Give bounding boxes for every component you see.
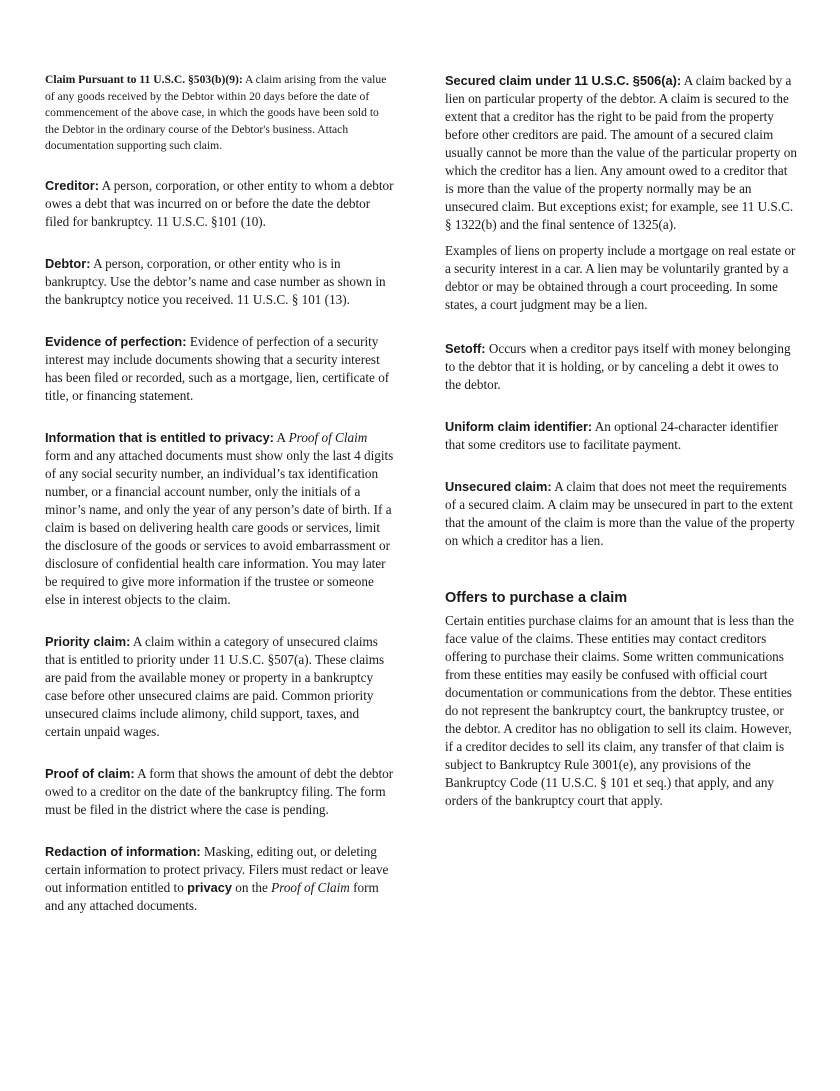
definition-text-unsecured-claim: A claim that does not meet the requirements of a secured claim. A claim may be unsecured in part to the extent that the amount of the claim is more than the value of the property on which a creditor has a lien. <box>445 479 795 548</box>
term-priority-claim: Priority claim: <box>45 633 131 649</box>
definition-setoff <box>445 340 797 394</box>
definition-uniform-claim-identifier <box>445 418 797 454</box>
term-proof-of-claim: Proof of claim: <box>45 765 135 781</box>
term-claim-503: Claim Pursuant to 11 U.S.C. §503(b)(9): <box>45 73 243 86</box>
term-redaction: Redaction of information: <box>45 843 201 859</box>
definition-text-redaction-b: on the <box>231 879 272 895</box>
proof-of-claim-italic: Proof of Claim <box>288 429 368 445</box>
definition-secured-claim <box>445 72 797 234</box>
offers-heading: Offers to purchase a claim <box>445 590 628 606</box>
term-unsecured-claim: Unsecured claim: <box>445 479 552 494</box>
definition-proof-of-claim <box>45 765 395 819</box>
definition-text-privacy-b: form and any attached documents must show only the last 4 digits of any social security number, an individual’s tax identification number, or a financial account number, only the initials of a minor’s name, and only the year of any person’s date of birth. If a claim is based on delivering health care goods or services, limit the disclosure of the goods or services to avoid embarrassment or disclosure of confidential health care information. You may later be required to give more information if the trustee or someone else in interest objects to the claim. <box>45 447 394 607</box>
definition-text-priority-claim: A claim within a category of unsecured claims that is entitled to priority under 11 U.S.C. §507(a). These claims are paid from the available money or property in a bankruptcy case before other unsecured claims are paid. Common priority unsecured claims include alimony, child support, taxes, and certain unpaid wages. <box>45 633 385 739</box>
definition-creditor <box>45 177 395 231</box>
term-evidence-of-perfection: Evidence of perfection: <box>45 333 187 349</box>
left-column <box>45 72 395 915</box>
term-privacy: Information that is entitled to privacy: <box>45 429 274 445</box>
definition-text-uniform-claim-identifier: An optional 24-character identifier that some creditors use to facilitate payment. <box>445 419 779 452</box>
term-debtor: Debtor: <box>45 255 91 271</box>
definition-text-debtor: A person, corporation, or other entity who is in bankruptcy. Use the debtor’s name and case number as shown in the bankruptcy notice you received. 11 U.S.C. § 101 (13). <box>45 255 386 307</box>
right-column <box>445 72 797 810</box>
definition-text-privacy-a: A <box>273 429 289 445</box>
definition-text-evidence-of-perfection: Evidence of perfection of a security interest may include documents showing that a security interest has been filed or recorded, such as a mortgage, lien, certificate of title, or financing statement. <box>45 333 390 403</box>
definition-unsecured-claim <box>445 478 797 550</box>
definition-redaction <box>45 843 395 915</box>
definition-text-redaction-a: Masking, editing out, or deleting certain information to protect privacy. Filers must redact or leave out information entitled to <box>45 843 389 895</box>
definition-debtor <box>45 255 395 309</box>
term-creditor: Creditor: <box>45 177 100 193</box>
proof-of-claim-italic-2: Proof of Claim <box>271 879 350 895</box>
liens-examples-paragraph: Examples of liens on property include a mortgage on real estate or a security interest in a car. A lien may be voluntarily granted by a debtor or may be obtained through a court proceeding. In some states, a court judgment may be a lien. <box>445 243 796 312</box>
term-setoff: Setoff: <box>445 341 486 356</box>
definition-claim-503 <box>45 72 395 155</box>
definition-evidence-of-perfection <box>45 333 395 405</box>
definition-text-secured-claim: A claim backed by a lien on particular property of the debtor. A claim is secured to the extent that a creditor has the right to be paid from the property before other creditors are paid. The amount of a secured claim usually cannot be more than the value of the particular property on which the creditor has a lien. Any amount owed to a creditor that is more than the value of the property normally may be an unsecured claim. But exceptions exist; for example, see 11 U.S.C. § 1322(b) and the final sentence of 1325(a). <box>445 73 797 232</box>
term-uniform-claim-identifier: Uniform claim identifier: <box>445 419 593 434</box>
definition-text-proof-of-claim: A form that shows the amount of debt the debtor owed to a creditor on the date of the bankruptcy filing. The form must be filed in the district where the case is pending. <box>45 765 394 817</box>
privacy-bold: privacy <box>187 879 232 895</box>
definition-text-redaction-c: form and any attached documents. <box>45 879 379 913</box>
definition-text-setoff: Occurs when a creditor pays itself with money belonging to the debtor that it is holding, or by canceling a debt it owes to the debtor. <box>445 341 791 392</box>
definition-text-creditor: A person, corporation, or other entity to whom a debtor owes a debt that was incurred on or before the date the debtor filed for bankruptcy. 11 U.S.C. §101 (10). <box>45 177 394 229</box>
offers-paragraph: Certain entities purchase claims for an amount that is less than the face value of the claims. These entities may contact creditors offering to purchase their claims. Some written communications from these entities may easily be confused with official court documentation or communications from the debtor. These entities do not represent the bankruptcy court, the bankruptcy trustee, or the debtor. A creditor has no obligation to sell its claim. However, if a creditor decides to sell its claim, any transfer of that claim is subject to Bankruptcy Rule 3001(e), any provisions of the Bankruptcy Code (11 U.S.C. § 101 et seq.) that apply, and any orders of the bankruptcy court that apply. <box>445 613 795 808</box>
definition-text-claim-503: A claim arising from the value of any goods received by the Debtor within 20 days before the date of commencement of the above case, in which the goods have been sold to the Debtor in the ordinary course of the Debtor's business. Attach documentation supporting such claim. <box>45 73 387 152</box>
term-secured-claim: Secured claim under 11 U.S.C. §506(a): <box>445 73 682 88</box>
definition-priority-claim <box>45 633 395 741</box>
definition-privacy <box>45 429 395 609</box>
